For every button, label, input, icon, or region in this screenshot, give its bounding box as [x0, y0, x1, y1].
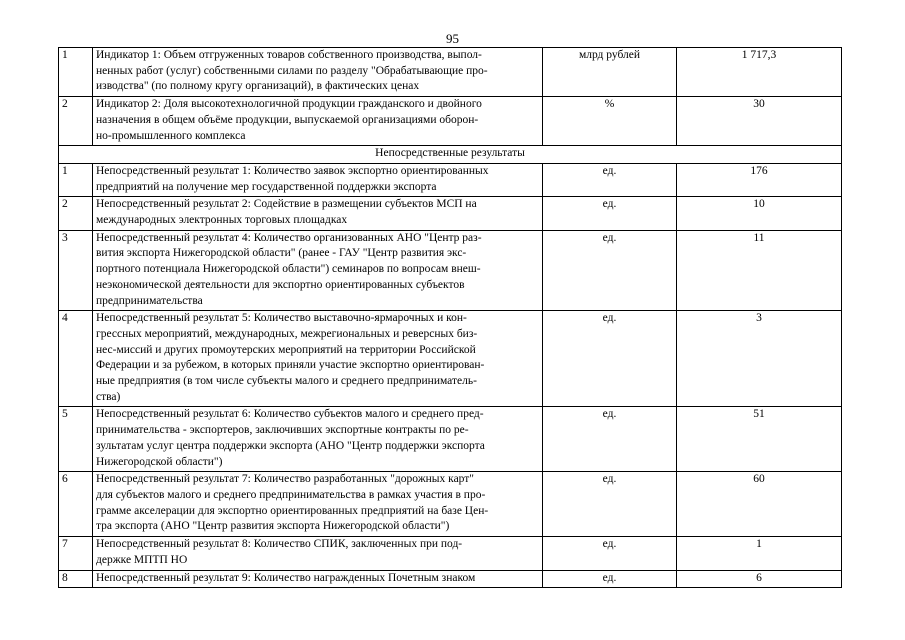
description-line: тра экспорта (АНО "Центр развития экспорта Нижегородской области")	[96, 520, 450, 533]
description-line: для субъектов малого и среднего предпринимательства в рамках участия в про-	[96, 488, 486, 501]
row-description	[93, 311, 543, 407]
row-value: 1 717,3	[677, 48, 842, 97]
row-unit: ед.	[543, 311, 677, 407]
row-number: 2	[59, 97, 93, 146]
row-value: 176	[677, 163, 842, 196]
row-unit: ед.	[543, 472, 677, 537]
description-line: Непосредственный результат 4: Количество организованных АНО "Центр раз-	[96, 231, 482, 244]
description-line: Непосредственный результат 9: Количество награжденных Почетным знаком	[96, 571, 476, 584]
row-description	[93, 570, 543, 588]
row-description	[93, 197, 543, 230]
description-line: Индикатор 1: Объем отгруженных товаров собственного производства, выпол-	[96, 49, 482, 61]
description-line: грессных мероприятий, международных, межрегиональных и реверсных биз-	[96, 327, 478, 340]
row-value: 30	[677, 97, 842, 146]
result-row	[59, 472, 842, 537]
section-title: Непосредственные результаты	[59, 146, 842, 164]
row-value: 1	[677, 537, 842, 570]
description-line: ства)	[96, 390, 121, 403]
row-description	[93, 537, 543, 570]
description-line: но-промышленного комплекса	[96, 129, 246, 142]
description-line: Индикатор 2: Доля высокотехнологичной продукции гражданского и двойного	[96, 98, 482, 111]
indicator-row	[59, 48, 842, 97]
row-value: 51	[677, 407, 842, 472]
table-body	[59, 48, 842, 588]
description-line: изводства" (по полному кругу организаций), в фактических ценах	[96, 80, 420, 93]
description-line: международных электронных торговых площадках	[96, 214, 348, 227]
row-unit: ед.	[543, 537, 677, 570]
description-line: Непосредственный результат 5: Количество выставочно-ярмарочных и кон-	[96, 312, 467, 325]
row-unit: ед.	[543, 407, 677, 472]
row-unit: ед.	[543, 230, 677, 311]
description-line: назначения в общем объёме продукции, выпускаемой организациями оборон-	[96, 113, 479, 126]
description-line: Непосредственный результат 7: Количество разработанных "дорожных карт"	[96, 473, 474, 486]
description-line: портного потенциала Нижегородской области") семинаров по вопросам внеш-	[96, 263, 481, 276]
row-number: 8	[59, 570, 93, 588]
description-line: Нижегородской области")	[96, 455, 223, 468]
page-number: 95	[446, 31, 459, 46]
section-row	[59, 146, 842, 164]
row-number: 1	[59, 163, 93, 196]
description-line: нес-миссий и других промоутерских мероприятий на территории Российской	[96, 343, 476, 356]
description-line: Непосредственный результат 8: Количество СПИК, заключенных при под-	[96, 538, 463, 551]
description-line: принимательства - экспортеров, заключивших экспортные контракты по ре-	[96, 424, 469, 437]
row-description	[93, 472, 543, 537]
row-description	[93, 407, 543, 472]
result-row	[59, 163, 842, 196]
description-line: предприятий на получение мер государственной поддержки экспорта	[96, 180, 437, 193]
description-line: Непосредственный результат 2: Содействие в размещении субъектов МСП на	[96, 198, 477, 211]
row-number: 1	[59, 48, 93, 97]
row-number: 2	[59, 197, 93, 230]
description-line: зультатам услуг центра поддержки экспорта (АНО "Центр поддержки экспорта	[96, 439, 485, 452]
result-row	[59, 230, 842, 311]
description-line: Непосредственный результат 1: Количество заявок экспортно ориентированных	[96, 164, 489, 177]
description-line: ные предприятия (в том числе субъекты малого и среднего предприниматель-	[96, 375, 477, 388]
row-number: 3	[59, 230, 93, 311]
result-row	[59, 407, 842, 472]
row-value: 60	[677, 472, 842, 537]
result-row	[59, 311, 842, 407]
row-description	[93, 97, 543, 146]
row-number: 7	[59, 537, 93, 570]
result-row	[59, 537, 842, 570]
result-row	[59, 197, 842, 230]
row-description	[93, 230, 543, 311]
description-line: грамме акселерации для экспортно ориентированных предприятий на базе Цен-	[96, 504, 489, 517]
description-line: Непосредственный результат 6: Количество субъектов малого и среднего пред-	[96, 408, 484, 421]
indicator-row	[59, 97, 842, 146]
row-value: 6	[677, 570, 842, 588]
row-unit: млрд рублей	[543, 48, 677, 97]
description-line: вития экспорта Нижегородской области" (ранее - ГАУ "Центр развития экс-	[96, 247, 467, 260]
description-line: Федерации и за рубежом, в которых приняли участие экспортно ориентирован-	[96, 359, 485, 372]
row-number: 4	[59, 311, 93, 407]
row-value: 3	[677, 311, 842, 407]
row-value: 10	[677, 197, 842, 230]
row-number: 6	[59, 472, 93, 537]
description-line: держке МПТП НО	[96, 553, 188, 566]
row-unit: ед.	[543, 197, 677, 230]
description-line: предпринимательства	[96, 294, 203, 307]
description-line: неэкономической деятельности для экспортно ориентированных субъектов	[96, 278, 465, 291]
row-description	[93, 48, 543, 97]
indicators-table	[58, 47, 842, 588]
row-unit: %	[543, 97, 677, 146]
row-unit: ед.	[543, 163, 677, 196]
description-line: ненных работ (услуг) собственными силами по разделу "Обрабатывающие про-	[96, 64, 488, 77]
row-number: 5	[59, 407, 93, 472]
row-description	[93, 163, 543, 196]
row-value: 11	[677, 230, 842, 311]
result-row	[59, 570, 842, 588]
row-unit: ед.	[543, 570, 677, 588]
